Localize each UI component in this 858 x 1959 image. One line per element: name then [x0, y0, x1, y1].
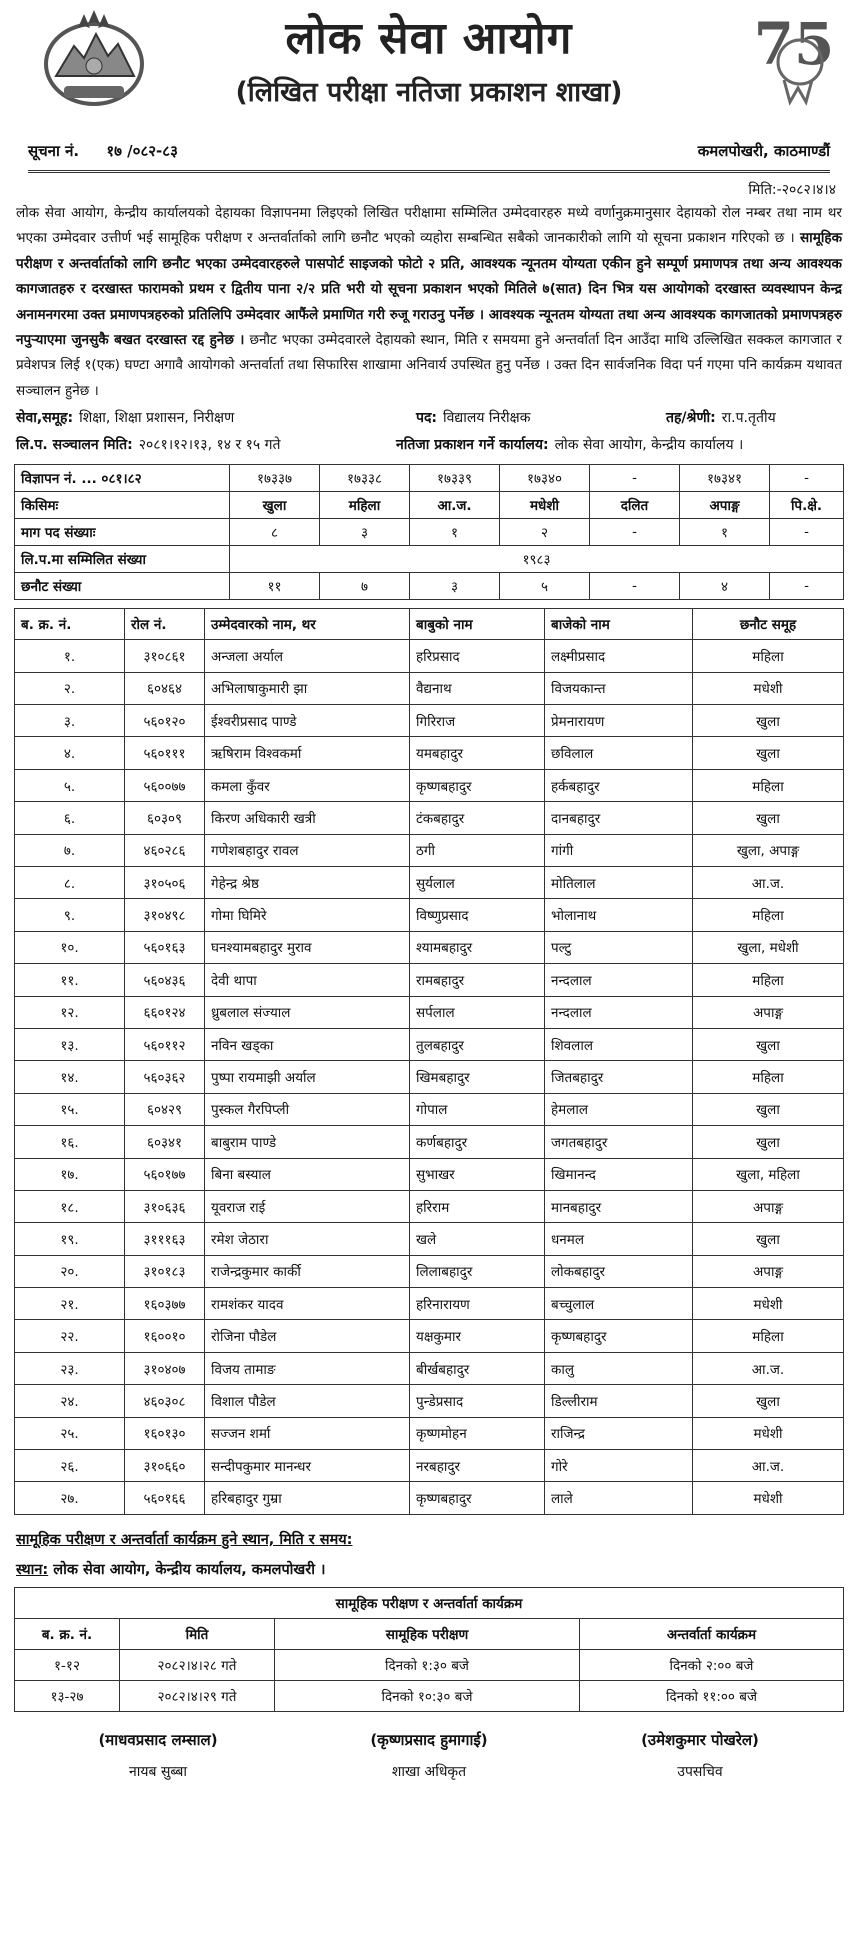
serial-no: ८.	[15, 866, 125, 898]
selected-group: महिला	[693, 640, 844, 672]
grandfather-name: बच्चुलाल	[545, 1288, 693, 1320]
candidate-name: अन्जला अर्याल	[205, 640, 410, 672]
table-row	[15, 705, 844, 737]
adv-number-row: विज्ञापन नं. ... ०८१।८२ १७३३७ १७३३८ १७३३९ १७३४० - १७३४१ -	[15, 465, 844, 492]
serial-no: १६.	[15, 1126, 125, 1158]
selected-group: मधेशी	[693, 1417, 844, 1449]
roll-no: ४६०३०८	[125, 1385, 205, 1417]
serial-no: २५.	[15, 1417, 125, 1449]
roll-no: ३१०६३६	[125, 1190, 205, 1222]
roll-no: ६०४२९	[125, 1093, 205, 1125]
grandfather-name: कृष्णबहादुर	[545, 1320, 693, 1352]
grandfather-name: धनमल	[545, 1223, 693, 1255]
father-name: हरिप्रसाद	[410, 640, 545, 672]
father-name: कृष्णमोहन	[410, 1417, 545, 1449]
adv-label: विज्ञापन नं. ... ०८१।८२	[15, 465, 230, 492]
schedule-table	[14, 1587, 844, 1712]
selected-group: महिला	[693, 899, 844, 931]
grandfather-name: हेमलाल	[545, 1093, 693, 1125]
notice-label: सूचना नं.	[28, 142, 80, 160]
father-name: यमबहादुर	[410, 737, 545, 769]
candidate-name: गेहेन्द्र श्रेष्ठ	[205, 866, 410, 898]
table-row	[15, 1385, 844, 1417]
candidate-name: यूवराज राई	[205, 1190, 410, 1222]
selected-group: खुला, अपाङ्ग	[693, 834, 844, 866]
service-group: सेवा,समूह: शिक्षा, शिक्षा प्रशासन, निरीक्षण	[16, 410, 235, 427]
candidate-name: सन्दीपकुमार मानन्धर	[205, 1450, 410, 1482]
selected-group: आ.ज.	[693, 1450, 844, 1482]
father-name: सुभाखर	[410, 1158, 545, 1190]
level: तह/श्रेणी: रा.प.तृतीय	[666, 410, 776, 427]
father-name: खले	[410, 1223, 545, 1255]
table-row	[15, 1482, 844, 1514]
roll-no: ५६०३६२	[125, 1061, 205, 1093]
meta-row-2	[14, 431, 844, 458]
table-row	[15, 1190, 844, 1222]
grandfather-name: कालु	[545, 1352, 693, 1384]
selected-group: खुला, मधेशी	[693, 931, 844, 963]
roll-no: ५६०१२०	[125, 705, 205, 737]
notice-date: मिति:-२०८२।४।४	[748, 182, 836, 198]
candidate-name: ऋषिराम विश्वकर्मा	[205, 737, 410, 769]
roll-no: ५६०११२	[125, 1028, 205, 1060]
selected-group: अपाङ्ग	[693, 1255, 844, 1287]
signature-1: (माधवप्रसाद लम्साल) नायब सुब्बा	[98, 1730, 218, 1780]
father-name: तुलबहादुर	[410, 1028, 545, 1060]
schedule-row: १३-२७ २०८२।४।२९ गते दिनको १०:३० बजे दिनको ११:०० बजे	[15, 1680, 844, 1711]
selected-group: खुला	[693, 1385, 844, 1417]
serial-no: १४.	[15, 1061, 125, 1093]
candidate-name: बाबुराम पाण्डे	[205, 1126, 410, 1158]
selected-group: मधेशी	[693, 672, 844, 704]
table-row	[15, 964, 844, 996]
serial-no: ११.	[15, 964, 125, 996]
candidate-name: हरिबहादुर गुम्रा	[205, 1482, 410, 1514]
father-name: सर्पलाल	[410, 996, 545, 1028]
selected-group: खुला	[693, 1028, 844, 1060]
selected-group: मधेशी	[693, 1482, 844, 1514]
roll-no: ३१०८६१	[125, 640, 205, 672]
venue-heading: सामूहिक परीक्षण र अन्तर्वार्ता कार्यक्रम हुने स्थान, मिति र समय:	[16, 1531, 353, 1548]
roll-no: ६०३०९	[125, 802, 205, 834]
candidate-name: बिना बस्याल	[205, 1158, 410, 1190]
candidate-name: पुष्पा रायमाझी अर्याल	[205, 1061, 410, 1093]
table-row	[15, 1223, 844, 1255]
advertisement-table	[14, 464, 844, 600]
roll-no: ६०४६४	[125, 672, 205, 704]
notice-number: १७ /०८२-८३	[106, 142, 178, 160]
table-row	[15, 1126, 844, 1158]
table-row	[15, 640, 844, 672]
body-para-2: सामूहिक परीक्षण र अन्तर्वार्ताको लागि छनौट भएका उम्मेदवारहरुले पासपोर्ट साइजको फोटो २ प्रति, आवश्यक न्यूनतम योग्यता एकीन हुने सम्पूर्ण प्रमाणपत्र तथा अन्य आवश्यक कागजातहरु र दरखास्त फारामको प्रथम र द्वितीय पाना २/२ प्रति भरी यो सूचना प्रकाशन भएको मितिले ७(सात) दिन भित्र यस आयोगको दरखास्त व्यवस्थापन केन्द्र अनामनगरमा उक्त प्रमाणपत्रहरुको प्रतिलिपि उम्मेदवार आफैंले प्रमाणित गरी रुजू गराउनु पर्नेछ । आवश्यक न्यूनतम योग्यता तथा अन्य आवश्यक कागजातको प्रमाणपत्रहरु नपुऱ्याएमा जुनसुकै बखत दरखास्त रद्द हुनेछ ।	[16, 230, 843, 349]
candidate-name: किरण अधिकारी खत्री	[205, 802, 410, 834]
serial-no: ६.	[15, 802, 125, 834]
grandfather-name: भोलानाथ	[545, 899, 693, 931]
serial-no: १८.	[15, 1190, 125, 1222]
serial-no: २.	[15, 672, 125, 704]
grandfather-name: गोरे	[545, 1450, 693, 1482]
75-years-logo-icon	[754, 2, 834, 114]
grandfather-name: नन्दलाल	[545, 964, 693, 996]
father-name: टंकबहादुर	[410, 802, 545, 834]
candidate-table-body	[15, 640, 844, 1515]
roll-no: ६६०१२४	[125, 996, 205, 1028]
venue-place: स्थान: लोक सेवा आयोग, केन्द्रीय कार्यालय, कमलपोखरी ।	[16, 1561, 326, 1578]
roll-no: ३१११६३	[125, 1223, 205, 1255]
notice-row	[28, 132, 830, 173]
father-name: गोपाल	[410, 1093, 545, 1125]
candidate-name: अभिलाषाकुमारी झा	[205, 672, 410, 704]
schedule-row: १-१२ २०८२।४।२८ गते दिनको १:३० बजे दिनको २:०० बजे	[15, 1649, 844, 1680]
roll-no: ३१०४०७	[125, 1352, 205, 1384]
table-row	[15, 1255, 844, 1287]
grandfather-name: डिल्लीराम	[545, 1385, 693, 1417]
org-title: लोक सेवा आयोग	[285, 13, 573, 64]
father-name: पुन्डेप्रसाद	[410, 1385, 545, 1417]
roll-no: ३१०४९८	[125, 899, 205, 931]
selected-group: खुला	[693, 1093, 844, 1125]
publishing-office: नतिजा प्रकाशन गर्ने कार्यालय: लोक सेवा आयोग, केन्द्रीय कार्यालय ।	[396, 437, 744, 454]
table-row	[15, 1320, 844, 1352]
candidate-name: पुस्कल गैरपिप्ली	[205, 1093, 410, 1125]
selected-group: खुला	[693, 737, 844, 769]
serial-no: १.	[15, 640, 125, 672]
body-para-1: लोक सेवा आयोग, केन्द्रीय कार्यालयको देहायका विज्ञापनमा लिइएको लिखित परीक्षामा सम्मिलित उम्मेदवारहरु मध्ये वर्णानुक्रमानुसार देहायको रोल नम्बर तथा नाम थर भएका उम्मेदवार उत्तीर्ण भई सामूहिक परीक्षण र अन्तर्वार्ताको लागि छनौट भएको व्यहोरा सम्बन्धित सबैको जानकारीको लागि यो सूचना प्रकाशन गरिएको छ ।	[16, 205, 842, 247]
signature-row	[14, 1730, 844, 1781]
grandfather-name: प्रेमनारायण	[545, 705, 693, 737]
serial-no: २७.	[15, 1482, 125, 1514]
father-name: कृष्णबहादुर	[410, 1482, 545, 1514]
candidate-name: ध्रुबलाल संज्याल	[205, 996, 410, 1028]
roll-no: ५६००७७	[125, 769, 205, 801]
schedule-header-row: ब. क्र. नं. मिति सामूहिक परीक्षण अन्तर्वार्ता कार्यक्रम	[15, 1618, 844, 1649]
table-row	[15, 769, 844, 801]
roll-no: ६०३४१	[125, 1126, 205, 1158]
father-name: सुर्यलाल	[410, 866, 545, 898]
signature-3: (उमेशकुमार पोखरेल) उपसचिव	[641, 1730, 759, 1780]
candidate-name: सज्जन शर्मा	[205, 1417, 410, 1449]
roll-no: १६००१०	[125, 1320, 205, 1352]
selected-group: महिला	[693, 1320, 844, 1352]
grandfather-name: मोतिलाल	[545, 866, 693, 898]
father-name: लिलाबहादुर	[410, 1255, 545, 1287]
body-para-3: छनौट भएका उम्मेदवारले देहायको स्थान, मिति र समयमा हुने अन्तर्वार्ता दिन आउँदा माथि उल्लिखित सक्कल कागजात र प्रवेशपत्र लिई १(एक) घण्टा अगावै आयोगको अन्तर्वार्ता तथा सिफारिस शाखामा अनिवार्य उपस्थित हुनु पर्नेछ । उक्त दिन सार्वजनिक विदा पर्न गएमा पनि कार्यक्रम यथावत सञ्चालन हुनेछ ।	[16, 332, 842, 399]
serial-no: १३.	[15, 1028, 125, 1060]
father-name: हरिराम	[410, 1190, 545, 1222]
grandfather-name: लोकबहादुर	[545, 1255, 693, 1287]
serial-no: १२.	[15, 996, 125, 1028]
serial-no: २६.	[15, 1450, 125, 1482]
father-name: श्यामबहादुर	[410, 931, 545, 963]
table-row	[15, 996, 844, 1028]
candidate-name: रामशंकर यादव	[205, 1288, 410, 1320]
selected-group: खुला	[693, 1126, 844, 1158]
roll-no: ५६०१६६	[125, 1482, 205, 1514]
adv-type-row: किसिमः खुला महिला आ.ज. मधेशी दलित अपाङ्ग पि.क्षे.	[15, 492, 844, 519]
selected-group: खुला	[693, 802, 844, 834]
roll-no: ३१०६६०	[125, 1450, 205, 1482]
meta-row-1	[14, 404, 844, 431]
table-row	[15, 931, 844, 963]
serial-no: १७.	[15, 1158, 125, 1190]
roll-no: ५६०४३६	[125, 964, 205, 996]
roll-no: ३१०१८३	[125, 1255, 205, 1287]
selected-group: आ.ज.	[693, 866, 844, 898]
candidate-name: राजेन्द्रकुमार कार्की	[205, 1255, 410, 1287]
schedule-title-row: सामूहिक परीक्षण र अन्तर्वार्ता कार्यक्रम	[15, 1587, 844, 1618]
table-row	[15, 1028, 844, 1060]
father-name: बीर्खबहादुर	[410, 1352, 545, 1384]
logo-75-text: 75	[754, 10, 834, 78]
roll-no: १६०१३०	[125, 1417, 205, 1449]
selected-group: महिला	[693, 964, 844, 996]
table-row	[15, 866, 844, 898]
exam-date: लि.प. सञ्चालन मिति: २०८१।१२।१३, १४ र १५ गते	[16, 437, 281, 454]
grandfather-name: शिवलाल	[545, 1028, 693, 1060]
father-name: कृष्णबहादुर	[410, 769, 545, 801]
candidate-name: विजय तामाङ	[205, 1352, 410, 1384]
serial-no: ४.	[15, 737, 125, 769]
table-row	[15, 802, 844, 834]
grandfather-name: नन्दलाल	[545, 996, 693, 1028]
grandfather-name: लक्ष्मीप्रसाद	[545, 640, 693, 672]
notice-body	[16, 201, 842, 404]
serial-no: २२.	[15, 1320, 125, 1352]
serial-no: ५.	[15, 769, 125, 801]
serial-no: २४.	[15, 1385, 125, 1417]
serial-no: १०.	[15, 931, 125, 963]
serial-no: २१.	[15, 1288, 125, 1320]
post: पद: विद्यालय निरीक्षक	[416, 410, 531, 427]
selected-group: आ.ज.	[693, 1352, 844, 1384]
grandfather-name: मानबहादुर	[545, 1190, 693, 1222]
adv-selected-row: छनौट संख्या ११ ७ ३ ५ - ४ -	[15, 573, 844, 600]
candidate-name: देवी थापा	[205, 964, 410, 996]
roll-no: ३१०५०६	[125, 866, 205, 898]
selected-group: खुला	[693, 705, 844, 737]
grandfather-name: पल्टु	[545, 931, 693, 963]
father-name: वैद्यनाथ	[410, 672, 545, 704]
roll-no: ५६०१११	[125, 737, 205, 769]
roll-no: ४६०२८६	[125, 834, 205, 866]
candidate-name: ईश्वरीप्रसाद पाण्डे	[205, 705, 410, 737]
candidate-name: रमेश जेठारा	[205, 1223, 410, 1255]
grandfather-name: जगतबहादुर	[545, 1126, 693, 1158]
father-name: नरबहादुर	[410, 1450, 545, 1482]
table-row	[15, 737, 844, 769]
selected-group: अपाङ्ग	[693, 1190, 844, 1222]
selected-group: मधेशी	[693, 1288, 844, 1320]
org-subtitle: (लिखित परीक्षा नतिजा प्रकाशन शाखा)	[235, 77, 623, 108]
grandfather-name: जितबहादुर	[545, 1061, 693, 1093]
candidate-name: गणेशबहादुर रावल	[205, 834, 410, 866]
serial-no: ३.	[15, 705, 125, 737]
candidate-name: रोजिना पौडेल	[205, 1320, 410, 1352]
adv-appeared-row: लि.प.मा सम्मिलित संख्या १९८३	[15, 546, 844, 573]
selected-group: खुला, महिला	[693, 1158, 844, 1190]
table-row	[15, 1352, 844, 1384]
father-name: यक्षकुमार	[410, 1320, 545, 1352]
father-name: हरिनारायण	[410, 1288, 545, 1320]
table-row	[15, 1158, 844, 1190]
grandfather-name: छविलाल	[545, 737, 693, 769]
serial-no: १५.	[15, 1093, 125, 1125]
serial-no: ९.	[15, 899, 125, 931]
candidate-name: विशाल पौडेल	[205, 1385, 410, 1417]
roll-no: १६०३७७	[125, 1288, 205, 1320]
header	[14, 0, 844, 160]
candidate-name: नविन खड्का	[205, 1028, 410, 1060]
candidate-name: कमला कुँवर	[205, 769, 410, 801]
signature-2: (कृष्णप्रसाद हुमागाई) शाखा अधिकृत	[370, 1730, 488, 1780]
grandfather-name: लाले	[545, 1482, 693, 1514]
selected-group: महिला	[693, 1061, 844, 1093]
grandfather-name: हर्कबहादुर	[545, 769, 693, 801]
roll-no: ५६०१६३	[125, 931, 205, 963]
table-row	[15, 1288, 844, 1320]
grandfather-name: विजयकान्त	[545, 672, 693, 704]
serial-no: २०.	[15, 1255, 125, 1287]
serial-no: १९.	[15, 1223, 125, 1255]
grandfather-name: गांगी	[545, 834, 693, 866]
serial-no: २३.	[15, 1352, 125, 1384]
serial-no: ७.	[15, 834, 125, 866]
candidate-header-row: ब. क्र. नं. रोल नं. उम्मेदवारको नाम, थर बाबुको नाम बाजेको नाम छनौट समूह	[15, 609, 844, 640]
office-location: कमलपोखरी, काठमाण्डौं	[697, 142, 830, 160]
candidate-table	[14, 608, 844, 1515]
grandfather-name: राजिन्द्र	[545, 1417, 693, 1449]
roll-no: ५६०१७७	[125, 1158, 205, 1190]
selected-group: खुला	[693, 1223, 844, 1255]
father-name: विष्णुप्रसाद	[410, 899, 545, 931]
selected-group: अपाङ्ग	[693, 996, 844, 1028]
adv-demand-row: माग पद संख्याः ८ ३ १ २ - १ -	[15, 519, 844, 546]
table-row	[15, 899, 844, 931]
father-name: खिमबहादुर	[410, 1061, 545, 1093]
father-name: ठगी	[410, 834, 545, 866]
father-name: रामबहादुर	[410, 964, 545, 996]
father-name: कर्णबहादुर	[410, 1126, 545, 1158]
table-row	[15, 1417, 844, 1449]
table-row	[15, 834, 844, 866]
table-row	[15, 1061, 844, 1093]
table-row	[15, 1450, 844, 1482]
father-name: गिरिराज	[410, 705, 545, 737]
table-row	[15, 1093, 844, 1125]
grandfather-name: दानबहादुर	[545, 802, 693, 834]
selected-group: महिला	[693, 769, 844, 801]
candidate-name: गोमा घिमिरे	[205, 899, 410, 931]
notice-number-group	[28, 141, 200, 161]
grandfather-name: खिमानन्द	[545, 1158, 693, 1190]
candidate-name: घनश्यामबहादुर मुराव	[205, 931, 410, 963]
table-row	[15, 672, 844, 704]
